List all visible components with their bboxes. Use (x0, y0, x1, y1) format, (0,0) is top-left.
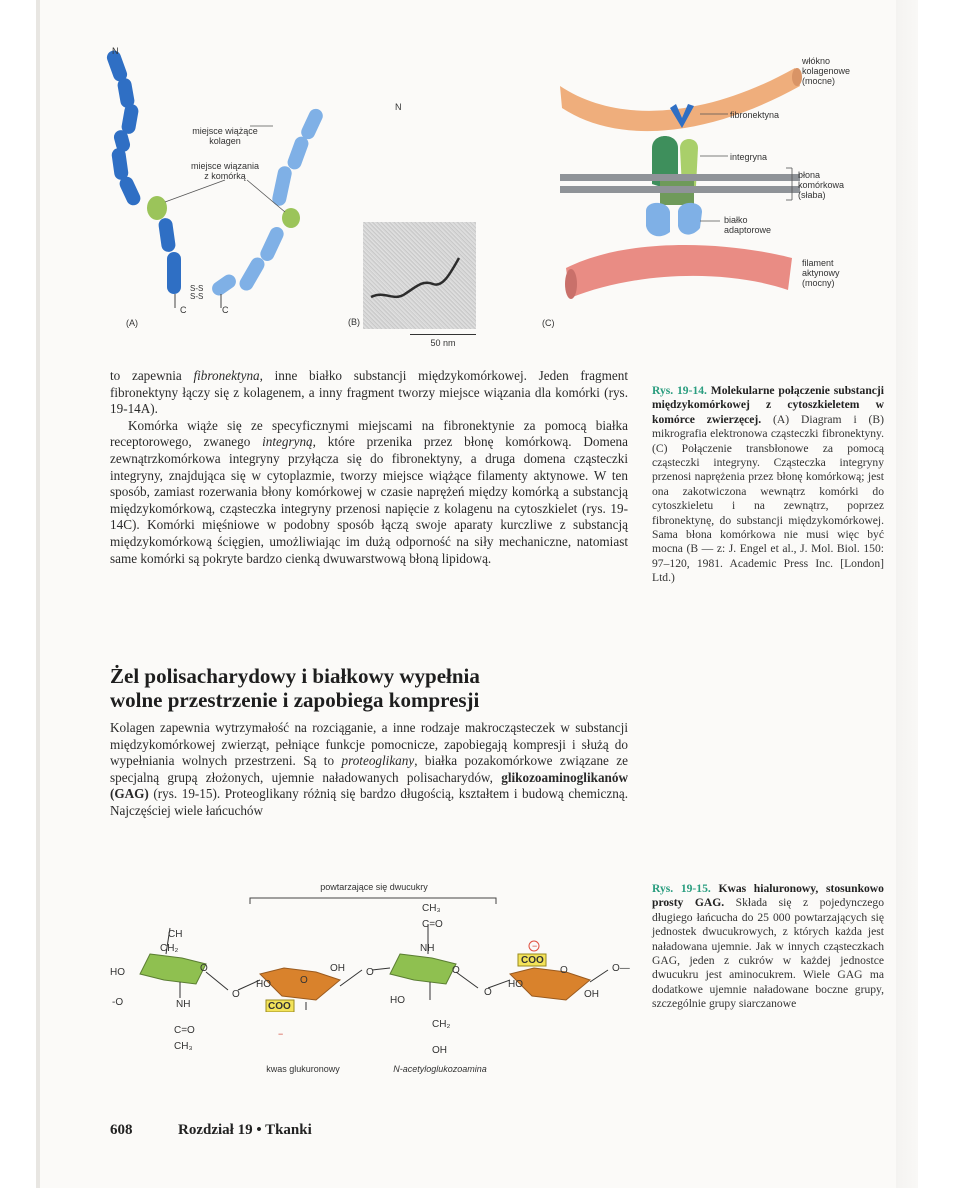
p1-text-a: to zapewnia (110, 368, 194, 383)
struct-o-link-1: O (232, 989, 240, 1000)
caption-19-15-title: Kwas hialuronowy, stosunkowo prosty GAG. (652, 882, 884, 910)
label-collagen-site-2: kolagen (209, 136, 241, 146)
struct-co-2: C=O (422, 919, 443, 930)
struct-coo-1: COO (268, 1001, 291, 1012)
label-c-left: C (180, 305, 187, 315)
actin-filament (566, 245, 792, 298)
paragraph-proteoglycans (110, 720, 628, 820)
fibronectin-diagram (105, 40, 345, 330)
p3-term-gag: glikozoaminoglikanów (GAG) (110, 769, 628, 802)
struct-nh-2: NH (420, 943, 435, 954)
label-ss-top: S-S (190, 284, 204, 293)
label-glucuronic-acid: kwas glukuronowy (266, 1064, 340, 1074)
label-adaptor-1: białko (724, 215, 748, 225)
p2-term: integryną (262, 434, 313, 450)
paragraph-integrin (110, 418, 628, 567)
label-filament-2: aktynowy (802, 268, 840, 278)
struct-o-link-2: O (366, 967, 374, 978)
section-heading-line2: wolne przestrzenie i zapobiega kompresji (110, 688, 480, 712)
page-edge (36, 0, 40, 1188)
label-membrane-1: błona (798, 170, 821, 180)
label-collagen-fiber-2: kolagenowe (802, 66, 851, 76)
caption-19-14-number: Rys. 19-14. (652, 384, 707, 397)
struct-o-end: O— (612, 963, 630, 974)
adaptor-protein-left (646, 203, 670, 236)
body-paragraphs-2 (110, 720, 628, 820)
label-n-left: N (112, 46, 119, 56)
page-number: 608 (110, 1122, 133, 1138)
scale-bar (410, 334, 476, 335)
panel-c-label: (C) (542, 318, 555, 328)
caption-19-15-number: Rys. 19-15. (652, 882, 711, 895)
integrin-linkage-diagram (560, 56, 810, 326)
caption-19-14 (652, 384, 884, 586)
label-collagen-site-1: miejsce wiążące (192, 126, 258, 136)
struct-minus-1: − (278, 1029, 284, 1039)
struct-oh-4: OH (584, 989, 599, 1000)
label-actin-filament (802, 258, 840, 288)
struct-ho-1: HO (110, 967, 125, 978)
label-filament-1: filament (802, 258, 834, 268)
struct-o-ring-3: O (452, 965, 460, 976)
scale-bar-label: 50 nm (430, 338, 456, 348)
label-adaptor (724, 215, 771, 235)
electron-micrograph (363, 222, 476, 329)
fibronectin-chain-left (105, 49, 181, 294)
section-heading (110, 664, 630, 712)
struct-o-ring-2: O (300, 975, 308, 986)
label-adaptor-2: adaptorowe (724, 225, 772, 235)
adaptor-protein-right (678, 203, 702, 235)
p1-text-b: , inne białko substancji międzykomórkowej. Jeden fragment fibronektyny łączy się z kolagenem, a inny fragment tworzy miejsce wiązania dla komórki (rys. 19-14A). (110, 368, 628, 417)
label-c-right: C (222, 305, 229, 315)
label-cell-site (180, 161, 270, 181)
hyaluronan-structure (110, 892, 640, 1012)
struct-ch3-1: CH₃ (174, 1041, 193, 1052)
label-filament-3: (mocny) (802, 278, 835, 288)
label-integrin: integryna (730, 152, 768, 162)
struct-ch2-2: CH₂ (432, 1019, 451, 1030)
p2-text-b: , które przenika przez błonę komórkową. Domena zewnątrzkomórkowa integryny przyłącza się do fibronektyny, a druga domena cząsteczki integryny, znajdująca się w cytoplazmie, tworzy miejsce wiążące filamenty aktynowe. W ten sposób, zamiast rozerwania błony komórkowej w czasie naprężeń między komórką a substancją międzykomórkową, cząsteczka integryny przenosi napięcie z kolagenu na cytoszkielet (rys. 19-14C). Komórki mięśniowe w podobny sposób łączą swoje aparaty kurczliwe z substancją międzykomórkową ścięgien, umożliwiając im dużą odporność na siły mechaniczne, natomiast same komórki są pokryte bardzo cienką dwuwarstwową błoną lipidową. (110, 434, 629, 566)
struct-oh-3: OH (432, 1045, 447, 1056)
struct-ho-3: HO (390, 995, 405, 1006)
p2-text-a: Komórka wiąże się ze specyficznymi miejscami na fibronektynie za pomocą białka receptorowego, zwanego (110, 417, 628, 450)
label-collagen-site (180, 126, 270, 146)
struct-ch3-2: CH₃ (422, 903, 441, 914)
label-cell-site-2: z komórką (204, 171, 246, 181)
label-repeating-disaccharides: powtarzające się dwucukry (320, 882, 428, 892)
section-heading-line1: Żel polisacharydowy i białkowy wypełnia (110, 664, 480, 688)
p3-text-a: Kolagen zapewnia wytrzymałość na rozciąganie, a inne rodzaje makrocząsteczek w substancji międzykomórkowej zwierząt, pełniące funkcje pomocnicze, zapobiegają kompresji i służą do wypełniania wolnych przestrzeni. Są to (110, 720, 628, 769)
body-paragraphs-1 (110, 368, 628, 567)
caption-19-15-text: Składa się z pojedynczego długiego łańcucha do 25 000 powtarzających się jednostek dwucukrowych, z których każda jest naładowana ujemnie. Jak w innych cząsteczkach GAG, jeden z cukrów w każdej jednostce dwucukru jest aminocukrem. Wiele GAG ma dodatkowe ujemnie naładowane boczne grupy, szczególnie grupy siarczanowe (652, 896, 884, 1011)
footer-chapter: Rozdział 19 (178, 1122, 253, 1138)
label-membrane-3: (słaba) (798, 190, 826, 200)
membrane-bottom (560, 186, 800, 193)
struct-o-ring-4: O (560, 965, 568, 976)
caption-19-14-text: (A) Diagram i (B) mikrografia elektronowa cząsteczki fibronektyny. (C) Połączenie transbłonowe za pomocą cząsteczki integryny. Cząsteczka integryny przenosi naprężenia przez błonę komórkową; jest ona zakotwiczona wewnątrz komórki do cytoszkieletu i na zewnątrz, poprzez fibronektynę, do substancji międzykomórkowej. Sama błona komórkowa nie musi więc być mocna (B — z: J. Engel et al., J. Mol. Biol. 150: 97–120, 1981. Academic Press Inc. [London] Ltd.) (652, 412, 884, 585)
label-collagen-fiber-1: włókno (802, 56, 831, 66)
micrograph-molecule (363, 222, 476, 329)
label-cell-site-1: miejsce wiązania (190, 161, 260, 171)
p1-term: fibronektyna (193, 368, 260, 383)
panel-a-label: (A) (126, 318, 138, 328)
label-n-right: N (395, 102, 402, 112)
p3-text-b: , białka pozakomórkowe związane ze specjalną grupą złożonych, ujemnie naładowanych polisacharydów, (110, 753, 628, 785)
footer-bullet: • (256, 1122, 262, 1138)
struct-ho-2: HO (256, 979, 271, 990)
struct-ch: CH (168, 929, 183, 940)
label-n-acetylglucosamine: N-acetyloglukozoamina (393, 1064, 487, 1074)
struct-coo-2: COO (521, 955, 544, 966)
label-membrane-2: komórkowa (798, 180, 845, 190)
footer-title: Tkanki (265, 1122, 312, 1138)
struct-ho-4: HO (508, 979, 523, 990)
label-ss-bottom: S-S (190, 292, 204, 301)
struct-oh-2: OH (330, 963, 345, 974)
struct-minus-2: − (532, 941, 538, 951)
struct-co-1: C=O (174, 1025, 195, 1036)
struct-o-link-3: O (484, 987, 492, 998)
label-collagen-fiber-3: (mocne) (802, 76, 836, 86)
label-fibronectin: fibronektyna (730, 110, 780, 120)
caption-19-14-title: Molekularne połączenie substancji międzykomórkowej z cytoszkieletem w komórce zwierzęcej. (652, 384, 884, 426)
caption-19-15 (652, 882, 884, 1012)
label-collagen-fiber (802, 56, 850, 86)
next-page-edge (896, 0, 918, 1188)
struct-ch2: CH₂ (160, 943, 179, 954)
label-membrane (798, 170, 844, 200)
sugar-ring-1 (140, 954, 206, 984)
p3-term: proteoglikany (341, 753, 415, 769)
struct-o-left: -O (112, 997, 124, 1008)
sugar-ring-3 (390, 954, 456, 984)
paragraph-fibronectin (110, 368, 628, 418)
membrane-top (560, 174, 800, 181)
p3-text-c: (rys. 19-15). Proteoglikany różnią się bardzo długością, kształtem i budową chemiczną. Najczęściej wiele łańcuchów (110, 786, 628, 818)
running-footer (178, 1122, 312, 1139)
struct-nh-1: NH (176, 999, 191, 1010)
struct-o-ring-1: O (200, 963, 208, 974)
panel-b-label: (B) (348, 317, 360, 327)
